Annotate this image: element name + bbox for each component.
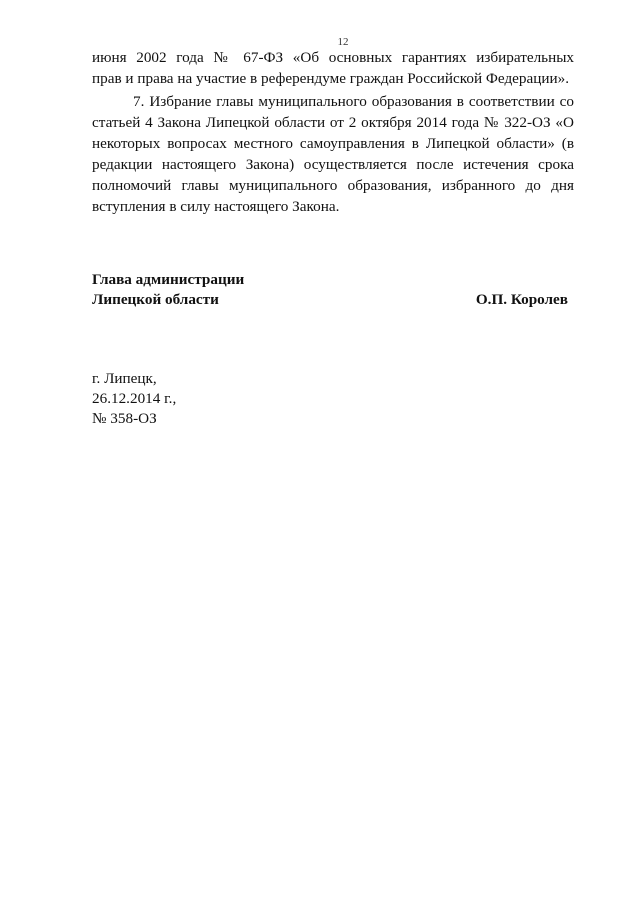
text-line: вступления в силу настоящего Закона. (92, 198, 340, 215)
text-line: 7. Избрание главы муниципального образования в соответствии со (133, 93, 574, 110)
signatory-name: О.П. Королев (475, 291, 568, 308)
law-number: № 358-ОЗ (92, 410, 157, 427)
signature-block (92, 270, 568, 310)
page-number: 12 (337, 36, 349, 48)
text-line: июня 2002 года № 67-ФЗ «Об основных гарантиях избирательных (92, 49, 574, 66)
paragraph-7 (92, 91, 574, 217)
text-line: полномочий главы муниципального образования, избранного до дня (92, 177, 574, 194)
text-line: некоторых вопросах местного самоуправления в Липецкой области» (в (92, 135, 574, 152)
signatory-region: Липецкой области (92, 291, 219, 308)
place-date-block (92, 369, 176, 429)
city: г. Липецк, (92, 370, 157, 387)
signatory-position: Глава администрации (92, 271, 245, 288)
text-line: редакции настоящего Закона) осуществляется после истечения срока (92, 156, 574, 173)
text-line: статьей 4 Закона Липецкой области от 2 октября 2014 года № 322-ОЗ «О (92, 114, 574, 131)
paragraph-continuation (92, 47, 574, 89)
date: 26.12.2014 г., (92, 390, 177, 407)
text-line: прав и права на участие в референдуме граждан Российской Федерации». (92, 70, 570, 87)
